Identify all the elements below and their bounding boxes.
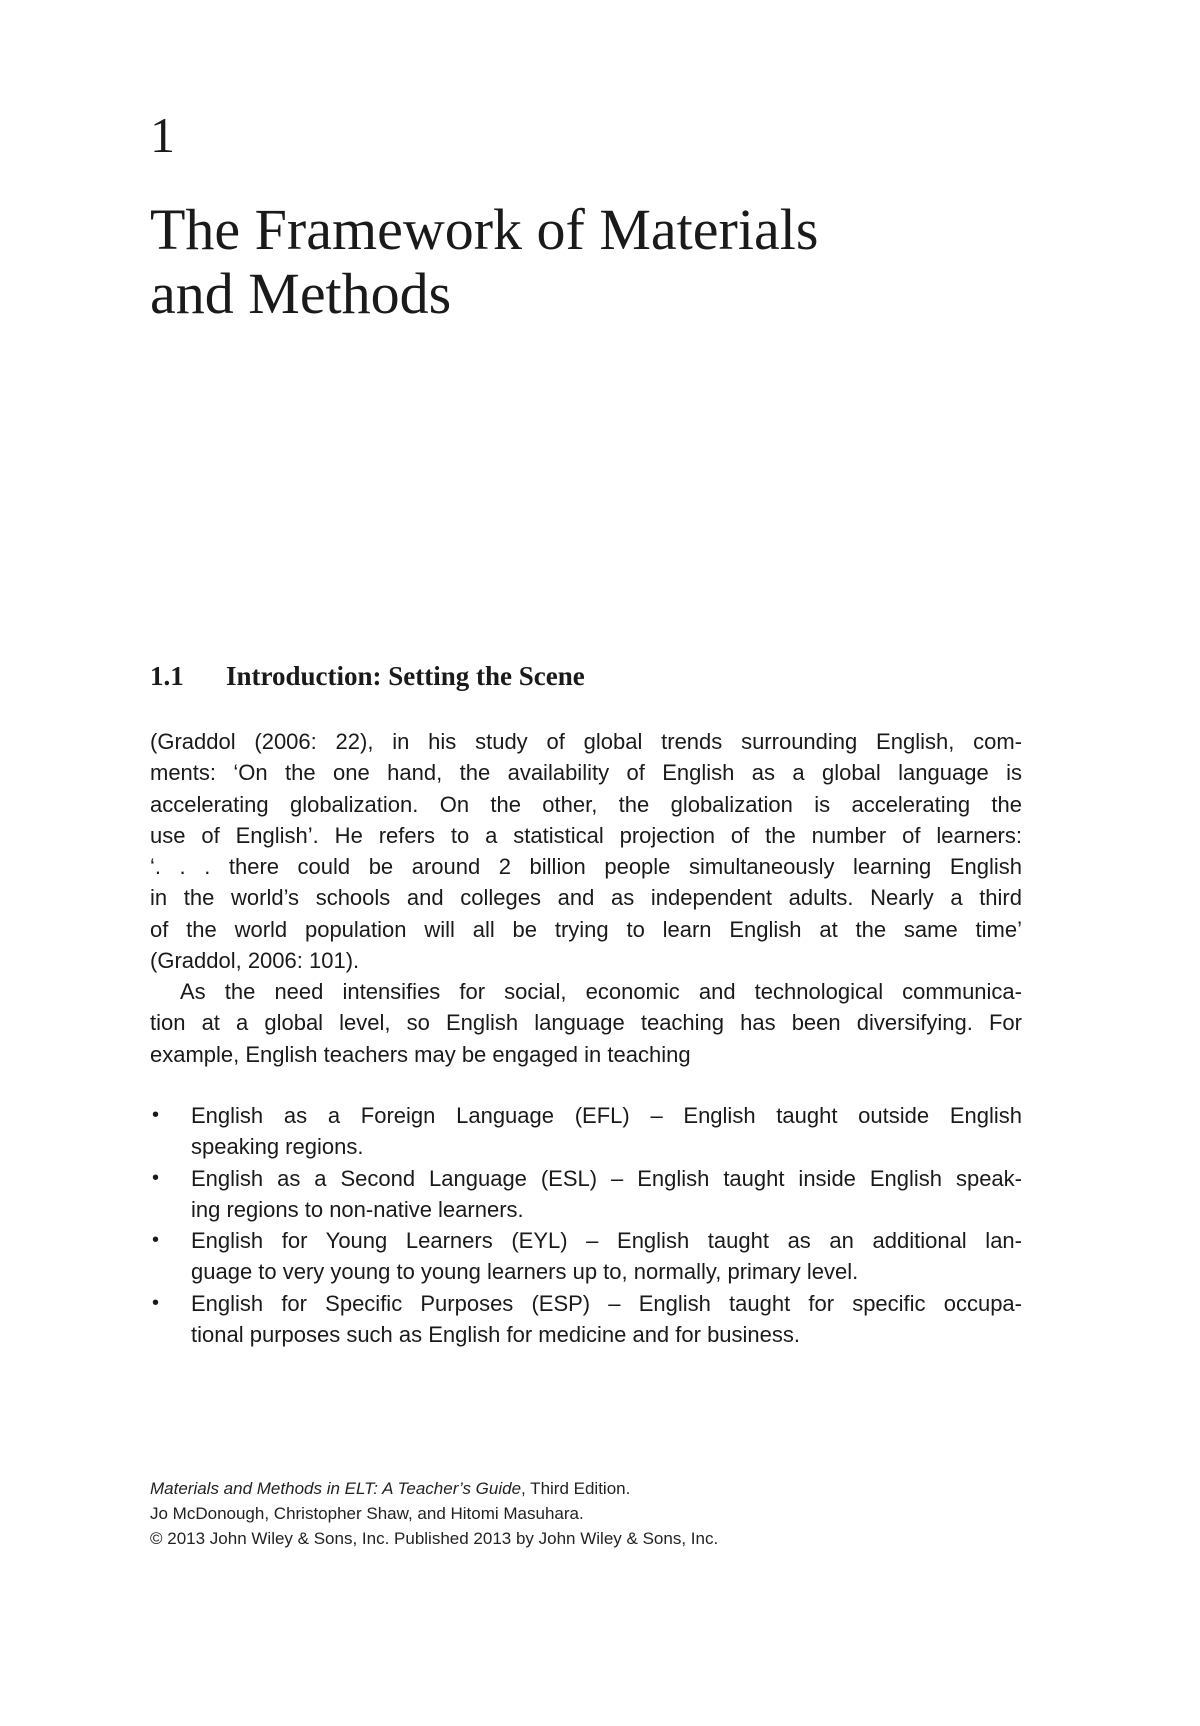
list-item [150, 1100, 1022, 1163]
text-line: (Graddol (2006: 22), in his study of global trends surrounding English, com- [150, 729, 1022, 754]
footer-authors: Jo McDonough, Christopher Shaw, and Hitomi Masuhara. [150, 1504, 584, 1523]
chapter-title-line: and Methods [150, 261, 452, 326]
body-paragraph-2 [150, 976, 1022, 1070]
list-item [150, 1225, 1022, 1288]
body-paragraph-1 [150, 726, 1022, 976]
list-item [150, 1288, 1022, 1351]
text-line: in the world’s schools and colleges and as independent adults. Nearly a third [150, 885, 1022, 911]
text-line: English for Specific Purposes (ESP) – English taught for specific occupa- [191, 1290, 1022, 1316]
text-line: (Graddol, 2006: 101). [150, 948, 360, 974]
chapter-number: 1 [150, 107, 175, 163]
text-line: tion at a global level, so English language teaching has been diversifying. For [150, 1010, 1022, 1036]
footer-citation [150, 1476, 1050, 1501]
text-line: tional purposes such as English for medicine and for business. [191, 1322, 801, 1348]
copyright-footer [150, 1476, 1050, 1551]
bullet-list [150, 1100, 1022, 1350]
text-line: speaking regions. [191, 1134, 364, 1160]
text-line: English for Young Learners (EYL) – English taught as an additional lan- [191, 1228, 1022, 1254]
text-line: use of English’. He refers to a statistical projection of the number of learners: [150, 822, 1022, 848]
text-line: guage to very young to young learners up to, normally, primary level. [191, 1259, 859, 1285]
text-line: ing regions to non-native learners. [191, 1196, 524, 1222]
text-line: English as a Second Language (ESL) – English taught inside English speak- [191, 1165, 1022, 1191]
bullet-icon: • [152, 1104, 160, 1126]
text-line: example, English teachers may be engaged in teaching [150, 1041, 691, 1067]
bullet-icon: • [152, 1291, 160, 1314]
book-edition: , Third Edition. [521, 1479, 631, 1498]
bullet-icon: • [152, 1229, 160, 1252]
list-item [150, 1163, 1022, 1226]
footer-copyright: © 2013 John Wiley & Sons, Inc. Published 2013 by John Wiley & Sons, Inc. [150, 1529, 719, 1548]
section-heading [150, 660, 585, 692]
section-number: 1.1 [150, 661, 184, 691]
bullet-icon: • [152, 1166, 160, 1189]
text-line: accelerating globalization. On the other, the globalization is accelerating the [150, 791, 1022, 817]
text-line: ments: ‘On the one hand, the availability of English as a global language is [150, 760, 1022, 786]
book-title: Materials and Methods in ELT: A Teacher’s Guide [150, 1479, 522, 1498]
text-line: English as a Foreign Language (EFL) – English taught outside English [191, 1103, 1022, 1128]
chapter-title-line: The Framework of Materials [150, 197, 819, 262]
section-title: Introduction: Setting the Scene [226, 661, 585, 691]
chapter-title [150, 198, 1050, 326]
text-line: ‘. . . there could be around 2 billion people simultaneously learning English [150, 854, 1022, 880]
text-line: of the world population will all be trying to learn English at the same time’ [150, 916, 1022, 942]
text-line: As the need intensifies for social, economic and technological communica- [180, 979, 1022, 1004]
